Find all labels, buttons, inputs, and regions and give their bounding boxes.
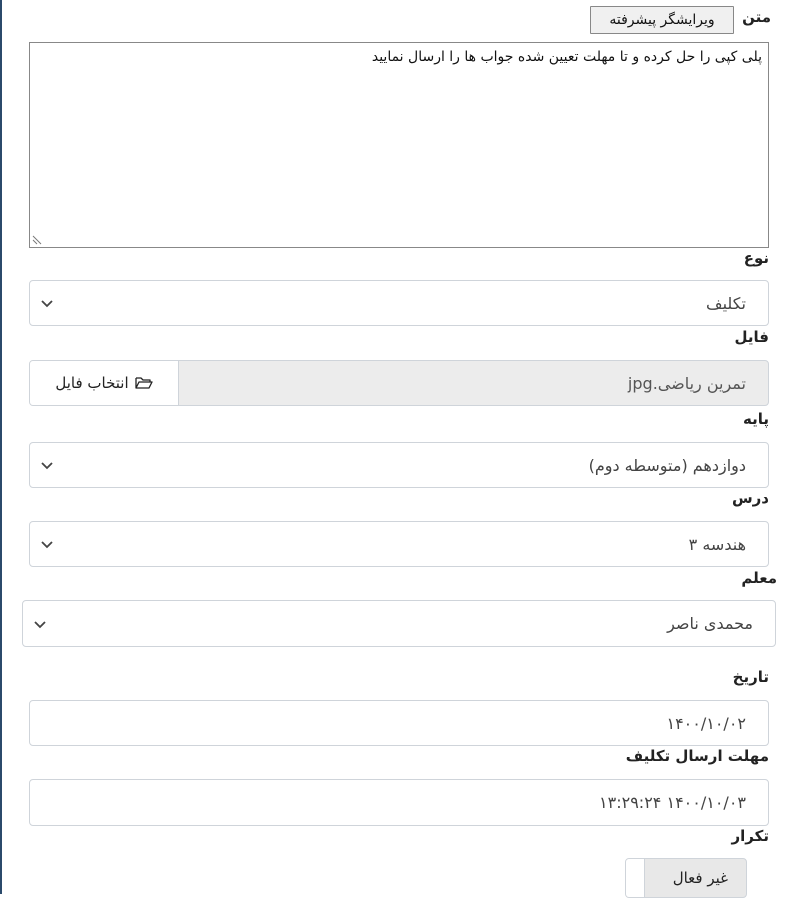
deadline-label: مهلت ارسال تکلیف <box>625 747 769 765</box>
window-edge <box>0 0 2 894</box>
teacher-label: معلم <box>741 569 777 587</box>
type-select[interactable] <box>29 280 769 326</box>
date-value: ۱۴۰۰/۱۰/۰۲ <box>666 713 746 733</box>
chevron-down-icon <box>33 617 47 631</box>
teacher-selected: محمدی ناصر <box>667 614 753 633</box>
lesson-label: درس <box>731 489 769 507</box>
file-name: تمرین ریاضی.jpg <box>627 373 746 393</box>
resize-handle-icon[interactable] <box>32 233 44 245</box>
teacher-select[interactable] <box>22 600 776 647</box>
chevron-down-icon <box>40 458 54 472</box>
choose-file-button[interactable] <box>30 361 179 405</box>
file-input[interactable] <box>29 360 769 406</box>
repeat-label: تکرار <box>731 827 769 845</box>
advanced-editor-button[interactable]: ویرایشگر پیشرفته <box>590 6 734 34</box>
type-label: نوع <box>743 249 769 267</box>
choose-file-label: انتخاب فایل <box>55 374 129 392</box>
grade-label: پایه <box>743 410 769 428</box>
lesson-select[interactable] <box>29 521 769 567</box>
text-label: متن <box>742 8 771 26</box>
chevron-down-icon <box>40 537 54 551</box>
text-textarea[interactable] <box>29 42 769 248</box>
text-value: پلی کپی را حل کرده و تا مهلت تعیین شده جواب ها را ارسال نمایید <box>371 49 762 65</box>
lesson-selected: هندسه ۳ <box>688 534 746 554</box>
chevron-down-icon <box>40 296 54 310</box>
repeat-toggle[interactable] <box>625 858 747 898</box>
folder-open-icon <box>135 376 153 390</box>
toggle-knob <box>626 859 645 897</box>
file-label: فایل <box>734 328 769 346</box>
date-input[interactable] <box>29 700 769 746</box>
grade-selected: دوازدهم (متوسطه دوم) <box>588 455 746 475</box>
deadline-input[interactable] <box>29 779 769 826</box>
repeat-toggle-text: غیر فعال <box>672 869 728 887</box>
deadline-value: ۱۴۰۰/۱۰/۰۳ ۱۳:۲۹:۲۴ <box>599 793 746 812</box>
grade-select[interactable] <box>29 442 769 488</box>
date-label: تاریخ <box>732 668 769 686</box>
type-selected: تکلیف <box>706 293 746 313</box>
